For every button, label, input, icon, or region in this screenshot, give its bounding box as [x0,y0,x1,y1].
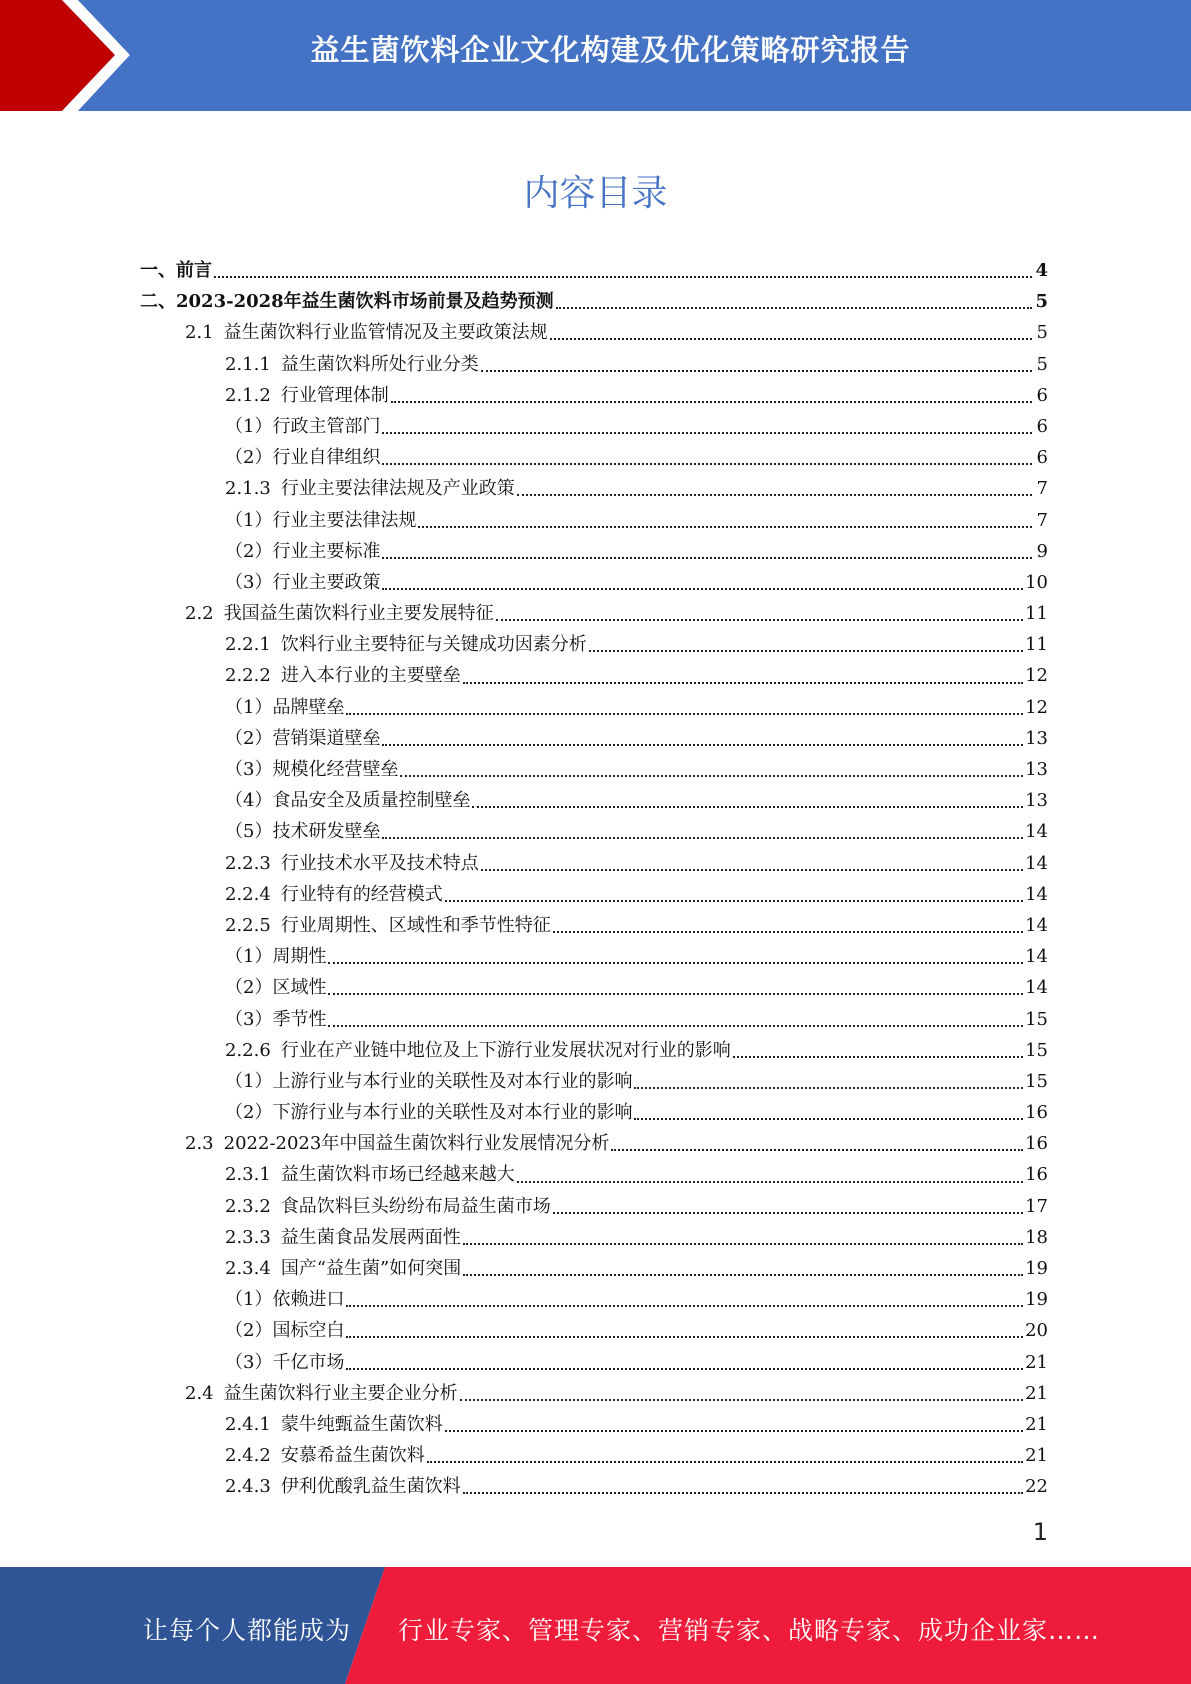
toc-dot-leader [445,1429,1023,1432]
toc-entry[interactable] [140,1440,1048,1471]
toc-entry[interactable] [140,286,1048,317]
toc-entry-number: 2.4 [185,1382,214,1404]
toc-entry[interactable] [140,848,1048,879]
toc-entry-page: 5 [1036,353,1048,375]
toc-entry-page: 11 [1025,634,1048,656]
toc-dot-leader [463,1242,1023,1245]
toc-entry[interactable] [140,442,1048,473]
toc-dot-leader [496,618,1023,621]
toc-entry[interactable] [140,972,1048,1003]
toc-entry-title: （1）品牌壁垒 [225,696,345,718]
toc-dot-leader [418,525,1032,528]
toc-dot-leader [463,1491,1023,1494]
toc-entry[interactable] [140,1097,1048,1128]
toc-entry[interactable] [140,754,1048,785]
toc-entry-title: 益生菌饮料行业主要企业分析 [223,1382,458,1404]
toc-entry-number: 2.3 [185,1133,214,1155]
toc-entry-number: 2.2 [185,603,214,625]
toc-entry-title: （4）食品安全及质量控制壁垒 [225,790,471,812]
toc-entry[interactable] [140,473,1048,504]
toc-dot-leader [589,649,1023,652]
toc-entry-title: 进入本行业的主要壁垒 [280,665,461,687]
toc-entry[interactable] [140,1409,1048,1440]
toc-entry-page: 13 [1025,759,1048,780]
toc-entry-number: 2.4.2 [225,1445,271,1467]
toc-dot-leader [553,1211,1023,1214]
toc-entry-title: 行业主要法律法规及产业政策 [280,478,515,500]
toc-entry-title: （1）上游行业与本行业的关联性及对本行业的影响 [225,1070,633,1092]
toc-entry-title: 蒙牛纯甄益生菌饮料 [280,1413,443,1435]
toc-entry-title: （2）行业主要标准 [225,540,381,562]
toc-entry-page: 9 [1036,540,1048,562]
toc-dot-leader [481,868,1023,871]
toc-entry-title: 国产“益生菌”如何突围 [280,1258,462,1279]
toc-entry-page: 19 [1025,1289,1048,1311]
toc-entry-page: 21 [1025,1382,1048,1404]
toc-entry-title: （2）下游行业与本行业的关联性及对本行业的影响 [225,1102,633,1124]
toc-entry-number: 2.1.3 [225,478,271,500]
toc-entry-title: 二、2023-2028年益生菌饮料市场前景及趋势预测 [140,291,554,313]
toc-dot-leader [463,681,1023,684]
toc-entry-title: 安慕希益生菌饮料 [280,1445,425,1467]
toc-entry-number: 2.1.1 [225,353,271,375]
report-header-band [0,0,1191,111]
toc-dot-leader [328,961,1023,964]
toc-entry-number: 2.4.1 [225,1413,271,1435]
toc-entry-number: 2.1 [185,322,214,344]
toc-dot-leader [517,1180,1023,1183]
toc-entry-title: 行业技术水平及技术特点 [280,852,479,874]
toc-entry-title: 我国益生菌饮料行业主要发展特征 [223,603,494,625]
toc-entry-page: 14 [1025,914,1048,936]
toc-entry[interactable] [140,505,1048,536]
toc-entry-title: （2）营销渠道壁垒 [225,727,381,749]
toc-entry-page: 14 [1025,821,1048,843]
toc-entry-page: 5 [1036,322,1048,344]
toc-entry[interactable] [140,723,1048,754]
report-title: 益生菌饮料企业文化构建及优化策略研究报告 [310,33,911,67]
toc-dot-leader [346,1335,1023,1338]
toc-entry[interactable] [140,1035,1048,1066]
toc-dot-leader [328,1024,1023,1027]
toc-entry[interactable] [140,411,1048,442]
toc-entry-title: 益生菌饮料所处行业分类 [280,353,479,375]
toc-dot-leader [634,1086,1023,1089]
toc-dot-leader [382,587,1023,590]
toc-dot-leader [463,1273,1023,1276]
toc-dot-leader [611,1148,1023,1151]
toc-dot-leader [346,1304,1023,1307]
toc-dot-leader [556,306,1032,309]
toc-entry-title: （1）周期性 [225,946,327,968]
toc-entry-title: 行业周期性、区域性和季节性特征 [280,914,551,936]
toc-dot-leader [382,743,1023,746]
toc-dot-leader [382,836,1023,839]
toc-entry-number: 2.2.1 [225,634,271,656]
toc-entry[interactable] [140,1253,1048,1284]
toc-entry-page: 6 [1036,447,1048,469]
toc-entry-page: 16 [1025,1133,1048,1155]
toc-entry-page: 14 [1025,852,1048,874]
toc-entry-page: 21 [1025,1351,1048,1373]
toc-dot-leader [328,992,1023,995]
toc-entry-page: 21 [1025,1445,1048,1467]
toc-dot-leader [481,369,1032,372]
toc-dot-leader [733,1055,1023,1058]
toc-entry-title: 行业特有的经营模式 [280,883,443,905]
toc-entry-title: 伊利优酸乳益生菌饮料 [280,1476,461,1498]
toc-dot-leader [553,930,1023,933]
toc-entry-number: 2.2.2 [225,665,271,687]
toc-entry[interactable] [140,1315,1048,1346]
toc-dot-leader [550,337,1032,340]
toc-entry-page: 15 [1025,1039,1048,1061]
toc-entry-page: 16 [1025,1164,1048,1186]
toc-entry-number: 2.4.3 [225,1476,271,1498]
toc-entry-title: （1）行政主管部门 [225,415,381,437]
toc-dot-leader [346,1367,1023,1370]
toc-entry[interactable] [140,598,1048,629]
toc-entry-title: 2022-2023年中国益生菌饮料行业发展情况分析 [223,1133,610,1155]
toc-dot-leader [634,1117,1023,1120]
toc-entry[interactable] [140,1191,1048,1222]
toc-entry-page: 7 [1036,509,1048,531]
toc-entry[interactable] [140,1222,1048,1253]
toc-entry-page: 16 [1025,1102,1048,1124]
toc-entry-number: 2.3.2 [225,1195,271,1217]
toc-entry-page: 17 [1025,1195,1048,1217]
toc-entry-page: 14 [1025,946,1048,968]
toc-entry[interactable] [140,536,1048,567]
toc-entry-page: 6 [1036,384,1048,406]
toc-heading: 内容目录 [523,173,668,214]
toc-entry[interactable] [140,1066,1048,1097]
toc-entry-number: 2.2.5 [225,914,271,936]
toc-entry[interactable] [140,816,1048,847]
toc-entry-title: （2）国标空白 [225,1320,345,1342]
toc-entry-page: 5 [1035,291,1048,313]
toc-dot-leader [214,275,1032,278]
toc-entry-title: （3）规模化经营壁垒 [225,759,399,780]
toc-entry-page: 7 [1036,478,1048,500]
toc-entry[interactable] [140,1284,1048,1315]
toc-entry-page: 11 [1025,603,1048,625]
toc-entry[interactable] [140,1159,1048,1190]
toc-entry-number: 2.2.3 [225,852,271,874]
toc-entry[interactable] [140,785,1048,816]
toc-entry[interactable] [140,1128,1048,1159]
toc-entry[interactable] [140,879,1048,910]
toc-entry-title: （3）行业主要政策 [225,571,381,593]
toc-entry[interactable] [140,349,1048,380]
toc-entry-page: 22 [1025,1476,1048,1498]
toc-entry-page: 14 [1025,883,1048,905]
toc-dot-leader [460,1398,1023,1401]
toc-dot-leader [427,1460,1023,1463]
toc-entry[interactable] [140,567,1048,598]
toc-entry[interactable] [140,1378,1048,1409]
toc-entry-page: 13 [1025,790,1048,812]
toc-dot-leader [517,493,1032,496]
toc-entry-title: （1）行业主要法律法规 [225,509,417,531]
toc-dot-leader [346,712,1023,715]
toc-entry-page: 10 [1025,571,1048,593]
toc-entry-title: （1）依赖进口 [225,1289,345,1311]
toc-entry-title: 益生菌饮料行业监管情况及主要政策法规 [223,322,548,344]
toc-entry[interactable] [140,380,1048,411]
page-number: 1 [1032,1518,1048,1546]
toc-entry-title: （2）行业自律组织 [225,447,381,469]
toc-dot-leader [382,431,1032,434]
toc-entry-title: 一、前言 [140,260,212,281]
toc-entry-page: 20 [1025,1320,1048,1342]
toc-dot-leader [400,774,1023,777]
toc-dot-leader [382,462,1032,465]
toc-entry-title: 食品饮料巨头纷纷布局益生菌市场 [280,1195,551,1217]
toc-entry[interactable] [140,255,1048,286]
toc-entry[interactable] [140,660,1048,691]
toc-entry-number: 2.2.4 [225,883,271,905]
toc-entry-page: 15 [1025,1070,1048,1092]
toc-entry-page: 4 [1035,260,1048,281]
footer-slogan-right: 行业专家、管理专家、营销专家、战略专家、成功企业家…… [398,1616,1101,1645]
toc-entry-page: 19 [1025,1258,1048,1279]
toc-entry-title: 益生菌食品发展两面性 [280,1226,461,1248]
toc-entry-title: 行业管理体制 [280,384,389,406]
toc-entry[interactable] [140,910,1048,941]
toc-entry[interactable] [140,317,1048,348]
toc-entry-number: 2.2.6 [225,1039,271,1061]
toc-entry-page: 13 [1025,727,1048,749]
report-footer-band [0,1567,1191,1684]
footer-slogan-left: 让每个人都能成为 [143,1616,352,1645]
toc-entry-title: （3）季节性 [225,1008,327,1030]
toc-entry-number: 2.1.2 [225,384,271,406]
toc-entry-title: 行业在产业链中地位及上下游行业发展状况对行业的影响 [280,1039,731,1061]
toc-entry-page: 21 [1025,1413,1048,1435]
toc-entry[interactable] [140,1347,1048,1378]
toc-dot-leader [391,400,1032,403]
toc-entry-title: 饮料行业主要特征与关键成功因素分析 [280,634,587,656]
toc-entry-title: （5）技术研发壁垒 [225,821,381,843]
toc-entry[interactable] [140,692,1048,723]
toc-entry[interactable] [140,1004,1048,1035]
toc-entry-number: 2.3.4 [225,1258,271,1279]
toc-entry[interactable] [140,629,1048,660]
toc-entry-title: （2）区域性 [225,977,327,999]
table-of-contents [140,255,1048,1503]
toc-entry-title: （3）千亿市场 [225,1351,345,1373]
toc-entry-title: 益生菌饮料市场已经越来越大 [280,1164,515,1186]
toc-entry-page: 6 [1036,415,1048,437]
toc-dot-leader [382,556,1032,559]
toc-dot-leader [472,805,1023,808]
toc-entry-page: 14 [1025,977,1048,999]
toc-entry[interactable] [140,941,1048,972]
toc-entry[interactable] [140,1471,1048,1502]
toc-entry-number: 2.3.3 [225,1226,271,1248]
toc-entry-page: 15 [1025,1008,1048,1030]
toc-entry-number: 2.3.1 [225,1164,271,1186]
toc-entry-page: 12 [1025,665,1048,687]
toc-dot-leader [445,899,1023,902]
toc-entry-page: 12 [1025,696,1048,718]
toc-entry-page: 18 [1025,1226,1048,1248]
